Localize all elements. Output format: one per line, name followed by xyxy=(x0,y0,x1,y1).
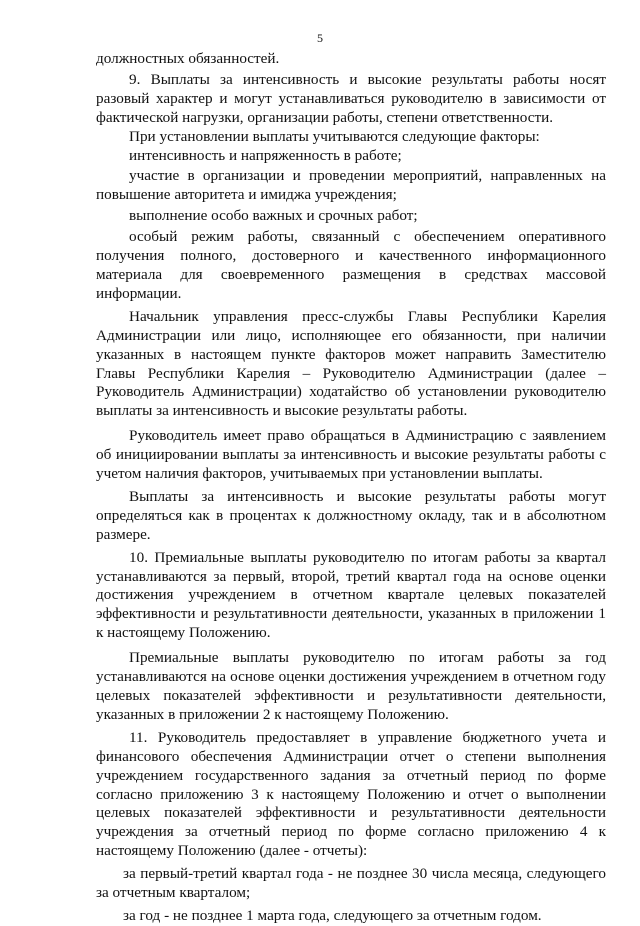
page-number: 5 xyxy=(317,31,323,45)
paragraph-petition: Начальник управления пресс-службы Главы Республики Карелия Администрации или лицо, исполняющее его обязанности, при наличии указанных в настоящем пункте факторов может направить Заместителю Главы Республики Карелия – Руководителю Администрации (далее – Руководитель Администрации) ходатайство об установлении руководителю выплаты за интенсивность и высокие результаты работы. xyxy=(96,307,606,420)
factor-events: участие в организации и проведении мероприятий, направленных на повышение авторитета и имиджа учреждения; xyxy=(96,167,606,204)
paragraph-continuation: должностных обязанностей. xyxy=(96,50,280,67)
paragraph-factors-intro: При установлении выплаты учитываются следующие факторы: xyxy=(129,127,540,145)
factor-intensity: интенсивность и напряженность в работе; xyxy=(129,146,402,164)
paragraph-item-9: 9. Выплаты за интенсивность и высокие результаты работы носят разовый характер и могут устанавливаться руководителю в зависимости от фактической нагрузки, организации работы, степени ответственности. xyxy=(96,70,606,126)
paragraph-right-to-apply: Руководитель имеет право обращаться в Администрацию с заявлением об инициировании выплаты за интенсивность и высокие результаты работы с учетом наличия факторов, учитываемых при установлении выплаты. xyxy=(96,427,606,483)
deadline-quarterly: за первый-третий квартал года - не позднее 30 числа месяца, следующего за отчетным кварталом; xyxy=(96,865,606,902)
document-body xyxy=(96,50,606,926)
factor-urgent-work: выполнение особо важных и срочных работ; xyxy=(129,207,418,225)
factor-special-regime: особый режим работы, связанный с обеспечением оперативного получения полного, достоверного и качественного информационного материала для своевременного размещения в средствах массовой информации. xyxy=(96,228,606,302)
paragraph-item-10: 10. Премиальные выплаты руководителю по итогам работы за квартал устанавливаются за первый, второй, третий квартал года на основе оценки достижения учреждением в отчетном квартале целевых показателей эффективности и результативности деятельности, указанных в приложении 1 к настоящему Положению. xyxy=(96,548,606,642)
paragraph-annual-bonus: Премиальные выплаты руководителю по итогам работы за год устанавливаются на основе оценки достижения учреждением в отчетном году целевых показателей эффективности и результативности деятельности, указанных в приложении 2 к настоящему Положению. xyxy=(96,649,606,723)
paragraph-payment-form: Выплаты за интенсивность и высокие результаты работы могут определяться как в процентах к должностному окладу, так и в абсолютном размере. xyxy=(96,487,606,543)
deadline-annual: за год - не позднее 1 марта года, следующего за отчетным годом. xyxy=(123,906,542,924)
paragraph-item-11: 11. Руководитель предоставляет в управление бюджетного учета и финансового обеспечения Администрации отчет о степени выполнения учреждением государственного задания за отчетный период по форме согласно приложению 3 к настоящему Положению и отчет о выполнении целевых показателей эффективности и результативности деятельности учреждения за отчетный период по форме согласно приложению 4 к настоящему Положению (далее - отчеты): xyxy=(96,728,606,860)
